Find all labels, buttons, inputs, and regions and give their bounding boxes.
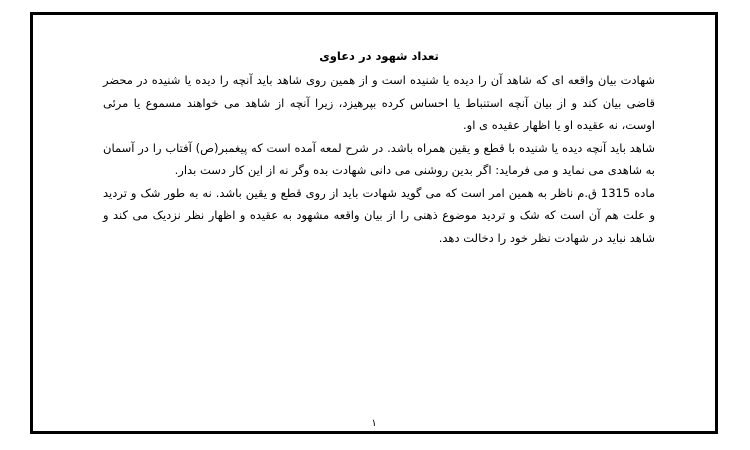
paragraph-definition: شهادت بیان واقعه ای که شاهد آن را دیده یا شنیده است و از همین روی شاهد باید آنچه را دیده یا شنیده در محضر قاضی بیان کند و از بیان آنچه استنباط یا احساس کرده بپرهیزد، زیرا آنچه از شاهد می خواهند مسموع یا مرئی اوست، نه عقیده او یا اظهار عقیده ی او. xyxy=(103,73,655,132)
document-title: تعداد شهود در دعاوی xyxy=(319,49,439,63)
paragraph-certainty: شاهد باید آنچه دیده یا شنیده با قطع و یقین همراه باشد. در شرح لمعه آمده است که پیغمبر(ص) آفتاب را در آسمان به شاهدی می نماید و می فرماید: اگر بدین روشنی می دانی شهادت بده وگر نه از این کار دست بدار. xyxy=(103,140,655,177)
document-page xyxy=(30,12,718,434)
paragraph-article-1315: ماده 1315 ق.م ناظر به همین امر است که می گوید شهادت باید از روی قطع و یقین باشد. نه به طور شک و تردید و علت هم آن است که شک و تردید موضوع ذهنی را از بیان واقعه مشهود به عقیده و اظهار نظر نزدیک می کند و شاهد نباید در شهادت نظر خود را دخالت دهد. xyxy=(103,185,655,245)
document-body xyxy=(103,45,655,249)
page-number: ۱ xyxy=(371,418,377,429)
